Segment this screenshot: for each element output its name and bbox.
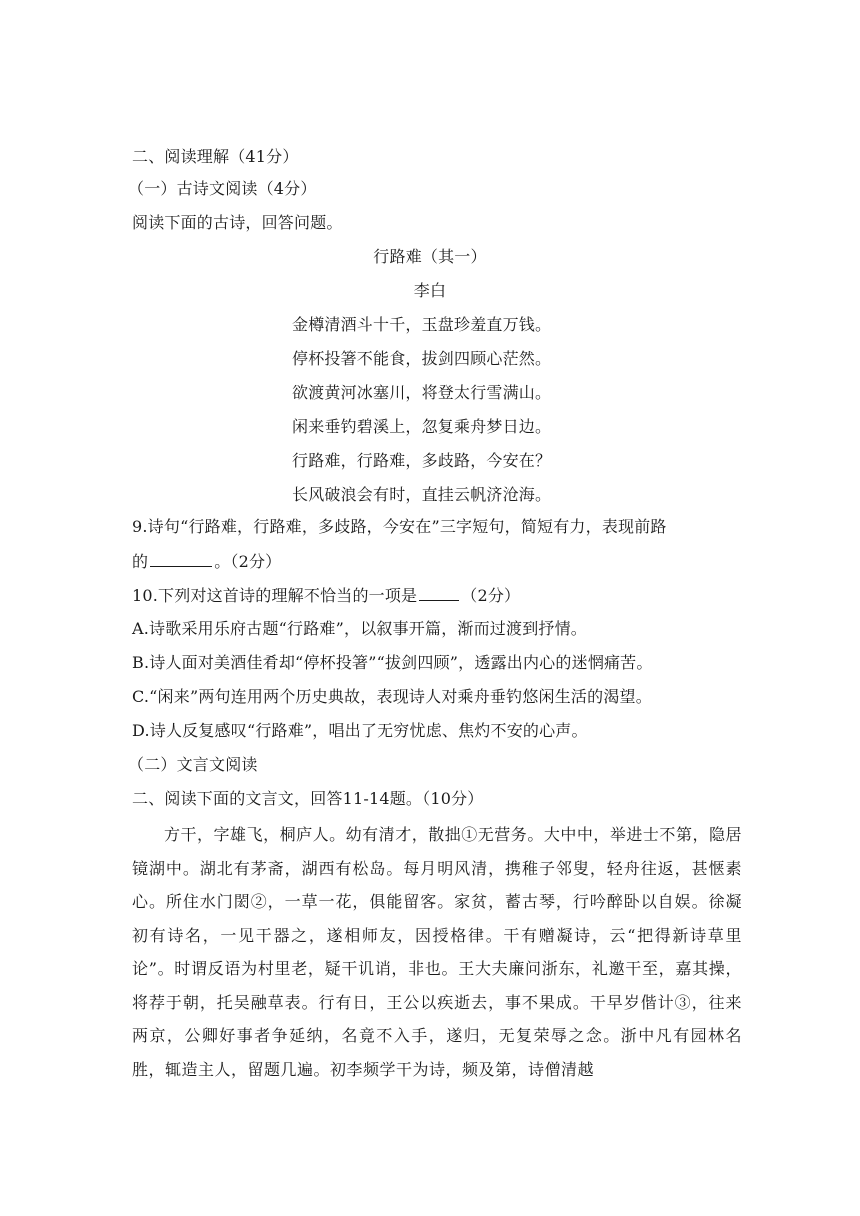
part2-title: （二）文言文阅读 xyxy=(128,755,258,774)
poem-line: 停杯投箸不能食，拔剑四顾心茫然。 xyxy=(292,349,552,368)
poem-line: 闲来垂钓碧溪上，忽复乘舟梦日边。 xyxy=(292,417,552,436)
answer-blank-9[interactable] xyxy=(150,550,212,567)
question-10-option-a: A.诗歌采用乐府古题“行路难”，以叙事开篇，渐而过渡到抒情。 xyxy=(132,619,588,638)
part1-title: （一）古诗文阅读（4分） xyxy=(128,179,317,198)
question-10-prefix: 10.下列对这首诗的理解不恰当的一项是 xyxy=(132,586,418,605)
part1-instruction: 阅读下面的古诗，回答问题。 xyxy=(132,213,343,232)
question-10-option-b: B.诗人面对美酒佳肴却“停杯投箸”“拔剑四顾”，透露出内心的迷惘痛苦。 xyxy=(132,653,653,672)
question-9-line1: 9.诗句“行路难，行路难，多歧路，今安在”三字短句，简短有力，表现前路 xyxy=(132,517,667,536)
question-10-option-c: C.“闲来”两句连用两个历史典故，表现诗人对乘舟垂钓悠闲生活的渴望。 xyxy=(132,687,652,706)
question-9-line2 xyxy=(132,550,742,573)
poem-title: 行路难（其一） xyxy=(373,247,487,266)
poem-line: 欲渡黄河冰塞川，将登太行雪满山。 xyxy=(292,383,552,402)
question-10-option-d: D.诗人反复感叹“行路难”，唱出了无穷忧虑、焦灼不安的心声。 xyxy=(132,721,588,740)
question-9-suffix: 。（2分） xyxy=(214,552,282,571)
answer-blank-10[interactable] xyxy=(419,584,459,601)
part2-instruction: 二、阅读下面的文言文，回答11-14题。（10分） xyxy=(132,789,484,808)
poem-line: 长风破浪会有时，直挂云帆济沧海。 xyxy=(292,485,552,504)
question-9-prefix: 的 xyxy=(132,552,149,571)
passage-text: 方干，字雄飞，桐庐人。幼有清才，散拙①无营务。大中中，举进士不第，隐居镜湖中。湖北有茅斋，湖西有松岛。每月明风清，携稚子邻叟，轻舟往返，甚惬素心。所住水门閎②，一草一花，俱能留客。家贫，蓄古琴，行吟醉卧以自娱。徐凝初有诗名，一见干器之，遂相师友，因授格律。干有赠凝诗，云“把得新诗草里论”。时谓反语为村里老，疑干讥诮，非也。王大夫廉问浙东，礼邀干至，嘉其操，将荐于朝，托吴融草表。行有日，王公以疾逝去，事不果成。干早岁偕计③，往来两京，公卿好事者争延纳，名竟不入手，遂归，无复荣辱之念。浙中凡有园林名胜，辄造主人，留题几遍。初李频学干为诗，频及第，诗僧清越 xyxy=(132,825,742,1079)
question-10-suffix: （2分） xyxy=(461,586,521,605)
classical-passage xyxy=(132,818,742,1086)
poem-author: 李白 xyxy=(413,281,447,300)
question-10-stem xyxy=(132,584,742,607)
poem-line: 行路难，行路难，多歧路，今安在？ xyxy=(292,451,552,470)
section-title: 二、阅读理解（41分） xyxy=(132,147,299,166)
poem-line: 金樽清酒斗十千，玉盘珍羞直万钱。 xyxy=(292,315,552,334)
